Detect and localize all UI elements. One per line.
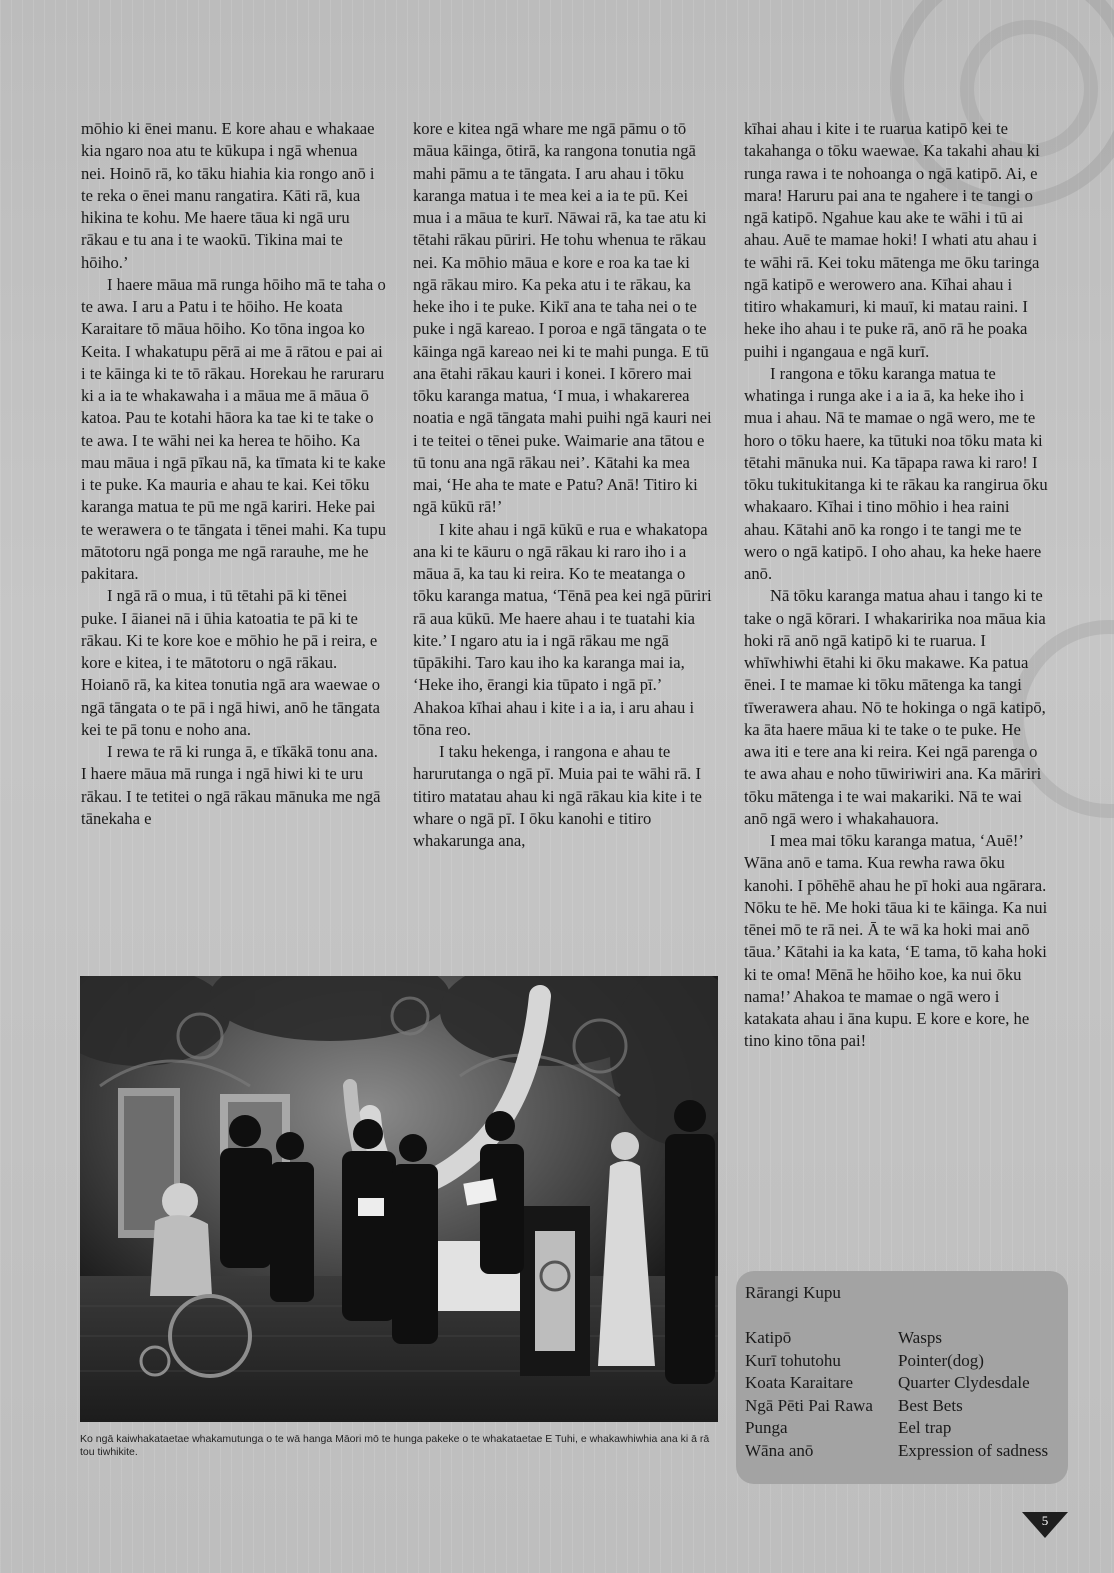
paragraph: I rangona e tōku karanga matua te whatinga i runga ake i a ia ā, ka heke iho i mua i ahau. Nā te mamae o ngā wero, me te horo o tōku haere, ka tūtuki noa tōku mata ki tētahi mānuka nui. Ka tāpapa rawa ki raro! I tōku tukitukitanga ki te rākau ka rangirua ōku whakaaro. Kīhai i tino mōhio i hea raini ahau. Kātahi anō ka rongo i te tangi me te wero o ngā katipō. I oho ahau, ka heke haere anō.: [744, 363, 1048, 583]
vocabulary-box: [736, 1271, 1068, 1484]
paragraph: mōhio ki ēnei manu. E kore ahau e whakaae kia ngaro noa atu te kūkupa i ngā whenua nei. Hoinō rā, ko tāku hiahia kia rongo anō i te reka o ēnei manu rangatira. Kāti rā, kua hikina te kohu. Me haere tāua ki ngā uru rākau e tu ana i te waokū. Tikina mai te hōiho.’: [81, 119, 375, 272]
vocab-row: [745, 1372, 1065, 1395]
vocab-term: Ngā Pēti Pai Rawa: [745, 1395, 873, 1415]
vocab-meaning: Quarter Clydesdale: [898, 1373, 1030, 1392]
vocab-term: Katipō: [745, 1328, 792, 1347]
paragraph: I rewa te rā ki runga ā, e tīkākā tonu ana. I haere māua mā runga i ngā hiwi ki te uru rākau. I te tetitei o ngā rākau mānuka me ngā tānekaha e: [81, 742, 381, 828]
vocab-row: [745, 1417, 1065, 1440]
text-column-3: [744, 118, 1048, 1053]
paragraph: I ngā rā o mua, i tū tētahi pā ki tēnei puke. I āianei nā i ūhia katoatia te pā ki te rākau. Ki te kore koe e mōhio he pā i reira, e kore e kitea, i te mātotoru o ngā rākau. Hoianō rā, ka kitea tonutia ngā ara waewae o ngā tāngata o te pā i ngā hiwi, anō he tāngata kei te pā tonu e noho ana.: [81, 586, 381, 739]
vocab-meaning: Pointer(dog): [898, 1350, 984, 1370]
paragraph: I taku hekenga, i rangona e ahau te harurutanga o ngā pī. Muia pai te wāhi rā. I titiro matatau ahau ki ngā rākau kia kite i te whare o ngā pī. I ōku kanohi e titiro whakarunga ana,: [413, 742, 702, 850]
vocab-row: [745, 1350, 1065, 1373]
vocab-row: [745, 1395, 1065, 1418]
photo-illustration: [80, 976, 718, 1422]
text-column-2: [413, 118, 713, 852]
paragraph: kore e kitea ngā whare me ngā pāmu o tō māua kāinga, ōtirā, ka rangona tonutia ngā mahi pāmu a te tāngata. I aru ahau i tōku karanga matua i te mea kei a ia te pū. Kei mua i a māua te kurī. Nāwai rā, ka tae atu ki tētahi rākau pūriri. He tohu whenua te rākau nei. Ka mōhio māua e kore e roa ka tae ki ngā rākau miro. Ka peka atu i te rākau, ka heke iho i te puke. Kikī ana te taha nei o te puke i ngā kareao. I poroa e ngā tāngata o te kāinga ngā kareao nei ki te mahi punga. E tū ana ētahi rākau kauri i konei. I kōrero mai tōku karanga matua, ‘I mua, i whakarerea noatia e ngā tāngata mahi puihi ngā kauri nei i te teitei o tēnei puke. Waimarie ana tātou e tū tonu ana ngā rākau nei’. Kātahi ka mea mai, ‘He aha te mate e Patu? Anā! Titiro ki ngā kūkū rā!’: [413, 119, 712, 517]
page-number: 5: [1041, 1513, 1049, 1528]
award-ceremony-photo: [80, 976, 718, 1422]
vocab-meaning: Expression of sadness: [898, 1440, 1049, 1460]
vocab-term: Wāna anō: [745, 1440, 814, 1460]
vocab-row: [745, 1327, 1065, 1350]
text-column-1: [81, 118, 386, 830]
vocab-meaning: Best Bets: [898, 1395, 963, 1415]
vocab-row: [745, 1440, 1065, 1463]
photo-caption: Ko ngā kaiwhakataetae whakamutunga o te wā hanga Māori mō te hunga pakeke o te whakataetae E Tuhi, e whakawhiwhia ana ki ā rā tou tiwhikite.: [80, 1433, 710, 1458]
vocab-meaning: Wasps: [898, 1328, 942, 1347]
page-number-tab: [1020, 1510, 1070, 1540]
vocab-term: Koata Karaitare: [745, 1373, 854, 1392]
paragraph: I kite ahau i ngā kūkū e rua e whakatopa ana ki te kāuru o ngā rākau ki raro iho i a māua ā, ka tau ki reira. Ko te meatanga o tōku karanga matua, ‘Tēnā pea kei ngā pūriri rā aua kūkū. Me haere ahau i te tuatahi kia kite.’ I ngaro atu ia i ngā rākau me ngā tūpākihi. Taro kau iho ka karanga mai ia, ‘Heke iho, ērangi kia tūpato i ngā pī.’ Ahakoa kīhai ahau i kite i a ia, i aru ahau i tōna reo.: [413, 519, 712, 739]
vocab-term: Kurī tohutohu: [745, 1350, 841, 1370]
vocabulary-list: [745, 1327, 1065, 1462]
paragraph: kīhai ahau i kite i te ruarua katipō kei te takahanga o tōku waewae. Ka takahi ahau ki runga rawa i te nohoanga o ngā katipō. Ai, e mara! Haruru pai ana te ngahere i te tangi o ngā katipō. Ngahue kau ake te wāhi i tū ai ahau. Auē te mamae hoki! I whati atu ahau i te wāhi rā. Kei toku mātenga me ōku taringa ngā katipō e werowero ana. Kīhai ahau i titiro whakamuri, ki mauī, ki matau raini. I heke iho ahau i te puke rā, anō rā he poaka puihi i ngangaua e ngā kurī.: [744, 119, 1040, 361]
paragraph: I haere māua mā runga hōiho mā te taha o te awa. I aru a Patu i te hōiho. He koata Karaitare tō māua hōiho. Ko tōna ingoa ko Keita. I whakatupu pērā ai me ā rātou e pai ai i te kāinga ki te tō rākau. Horekau he raruraru ki a ia te whakawaha i a māua me ā māua ō katoa. Pau te kotahi hāora ka tae ki te take o te awa. I te wāhi nei ka herea te hōiho. Ka mau māua i ngā pīkau nā, ka tīmata ki te kake i te puke. Ka mauria e ahau te kai. Kei tōku karanga matua te pū me ngā kariri. Heke pai te werawera o te tāngata i tēnei mahi. Ka tupu mātotoru ngā ponga me ngā rarauhe, me he pakitara.: [81, 274, 387, 583]
vocab-meaning: Eel trap: [898, 1418, 952, 1437]
paragraph: Nā tōku karanga matua ahau i tango ki te take o ngā kōrari. I whakaririka noa māua kia hoki rā anō ngā katipō ki te ruarua. I whīwhiwhi ētahi ki ōku makawe. Ka patua ēnei. I te mamae ki tōku mātenga ka tangi tīwerawera ahau. Nō te hokinga o ngā katipō, ka āta haere māua ki te take o te puke. He awa iti e tere ana ki reira. Kei ngā parenga o te awa ahau e noho tūwiriwiri ana. Ka māriri tōku mātenga i te wai makariki. Nā te wai anō ngā wero i whakahauora.: [744, 586, 1046, 828]
vocabulary-title: Rārangi Kupu: [745, 1283, 841, 1302]
paragraph: I mea mai tōku karanga matua, ‘Auē!’ Wāna anō e tama. Kua rewha rawa ōku kanohi. I pōhēhē ahau he pī hoki aua ngārara. Nōku te hē. Me hoki tāua ki te kāinga. Ka nui tēnei mō te rā nei. Ā te wā ka hoki mai anō tāua.’ Kātahi ia ka kata, ‘E tama, tō kaha hoki ki te oma! Mēnā he hōiho koe, ka nui ōku nama!’ Ahakoa te mamae o ngā wero i katakata ahau i āna kupu. E kore e kore, he tino kino tōna pai!: [744, 831, 1048, 1051]
vocab-term: Punga: [745, 1418, 788, 1437]
